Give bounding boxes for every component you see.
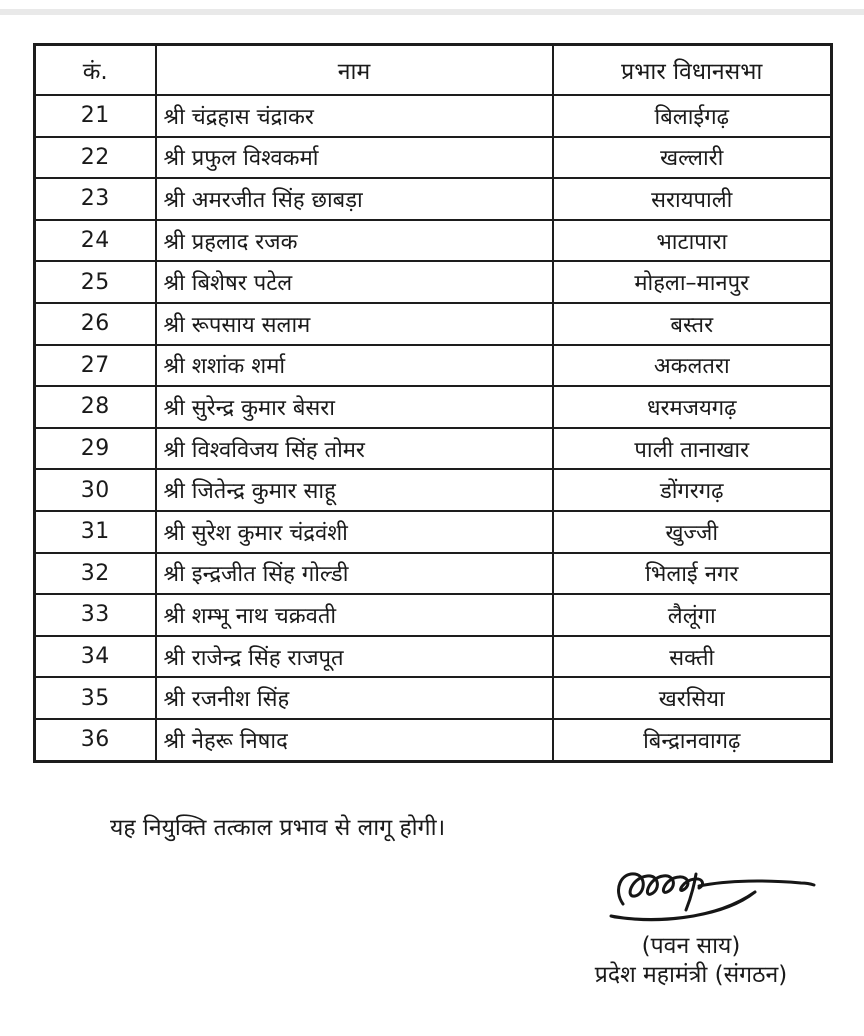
constituency-cell: बिलाईगढ़ <box>553 95 832 137</box>
table-row <box>35 636 832 678</box>
sno-cell: 23 <box>35 178 156 220</box>
table-row <box>35 677 832 719</box>
name-cell: श्री सुरेन्द्र कुमार बेसरा <box>156 386 553 428</box>
sno-cell: 22 <box>35 137 156 179</box>
name-cell: श्री शम्भू नाथ चक्रवती <box>156 594 553 636</box>
constituency-cell: धरमजयगढ़ <box>553 386 832 428</box>
signature-icon <box>605 860 823 930</box>
sno-cell: 35 <box>35 677 156 719</box>
name-cell: श्री सुरेश कुमार चंद्रवंशी <box>156 511 553 553</box>
table-row <box>35 178 832 220</box>
table-row <box>35 511 832 553</box>
name-cell: श्री इन्द्रजीत सिंह गोल्डी <box>156 553 553 595</box>
name-cell: श्री प्रहलाद रजक <box>156 220 553 262</box>
sno-cell: 24 <box>35 220 156 262</box>
constituency-cell: मोहला–मानपुर <box>553 261 832 303</box>
table-row <box>35 95 832 137</box>
name-cell: श्री चंद्रहास चंद्राकर <box>156 95 553 137</box>
sno-cell: 27 <box>35 345 156 387</box>
header-name: नाम <box>156 45 553 96</box>
constituency-cell: अकलतरा <box>553 345 832 387</box>
table-row <box>35 261 832 303</box>
appointments-table <box>33 43 833 763</box>
header-row <box>35 45 832 96</box>
page-edge-scan-strip <box>0 9 864 15</box>
sno-cell: 34 <box>35 636 156 678</box>
sno-cell: 32 <box>35 553 156 595</box>
header-sno: कं. <box>35 45 156 96</box>
table-row <box>35 345 832 387</box>
table-row <box>35 303 832 345</box>
name-cell: श्री रजनीश सिंह <box>156 677 553 719</box>
constituency-cell: खुज्जी <box>553 511 832 553</box>
constituency-cell: खरसिया <box>553 677 832 719</box>
name-cell: श्री नेहरू निषाद <box>156 719 553 761</box>
constituency-cell: लैलूंगा <box>553 594 832 636</box>
sno-cell: 28 <box>35 386 156 428</box>
table-row <box>35 428 832 470</box>
name-cell: श्री राजेन्द्र सिंह राजपूत <box>156 636 553 678</box>
constituency-cell: भिलाई नगर <box>553 553 832 595</box>
signer-title: प्रदेश महामंत्री (संगठन) <box>594 962 788 988</box>
signer-name: (पवन साय) <box>641 933 741 959</box>
name-cell: श्री विश्वविजय सिंह तोमर <box>156 428 553 470</box>
constituency-cell: सक्ती <box>553 636 832 678</box>
constituency-cell: खल्लारी <box>553 137 832 179</box>
sno-cell: 36 <box>35 719 156 761</box>
sno-cell: 29 <box>35 428 156 470</box>
constituency-cell: डोंगरगढ़ <box>553 469 832 511</box>
name-cell: श्री अमरजीत सिंह छाबड़ा <box>156 178 553 220</box>
table-row <box>35 553 832 595</box>
table-row <box>35 220 832 262</box>
table-row <box>35 137 832 179</box>
constituency-cell: बिन्द्रानवागढ़ <box>553 719 832 761</box>
signature-block <box>553 860 829 990</box>
name-cell: श्री शशांक शर्मा <box>156 345 553 387</box>
name-cell: श्री बिशेषर पटेल <box>156 261 553 303</box>
constituency-cell: भाटापारा <box>553 220 832 262</box>
sno-cell: 25 <box>35 261 156 303</box>
name-cell: श्री प्रफुल विश्वकर्मा <box>156 137 553 179</box>
sno-cell: 21 <box>35 95 156 137</box>
constituency-cell: बस्तर <box>553 303 832 345</box>
table-header <box>35 45 832 96</box>
table-row <box>35 719 832 761</box>
name-cell: श्री रूपसाय सलाम <box>156 303 553 345</box>
effective-immediately-note: यह नियुक्ति तत्काल प्रभाव से लागू होगी। <box>110 815 446 841</box>
constituency-cell: सरायपाली <box>553 178 832 220</box>
sno-cell: 26 <box>35 303 156 345</box>
table-row <box>35 469 832 511</box>
sno-cell: 30 <box>35 469 156 511</box>
constituency-cell: पाली तानाखार <box>553 428 832 470</box>
sno-cell: 31 <box>35 511 156 553</box>
table-body <box>35 95 832 761</box>
header-constituency: प्रभार विधानसभा <box>553 45 832 96</box>
table-row <box>35 594 832 636</box>
name-cell: श्री जितेन्द्र कुमार साहू <box>156 469 553 511</box>
table-row <box>35 386 832 428</box>
sno-cell: 33 <box>35 594 156 636</box>
